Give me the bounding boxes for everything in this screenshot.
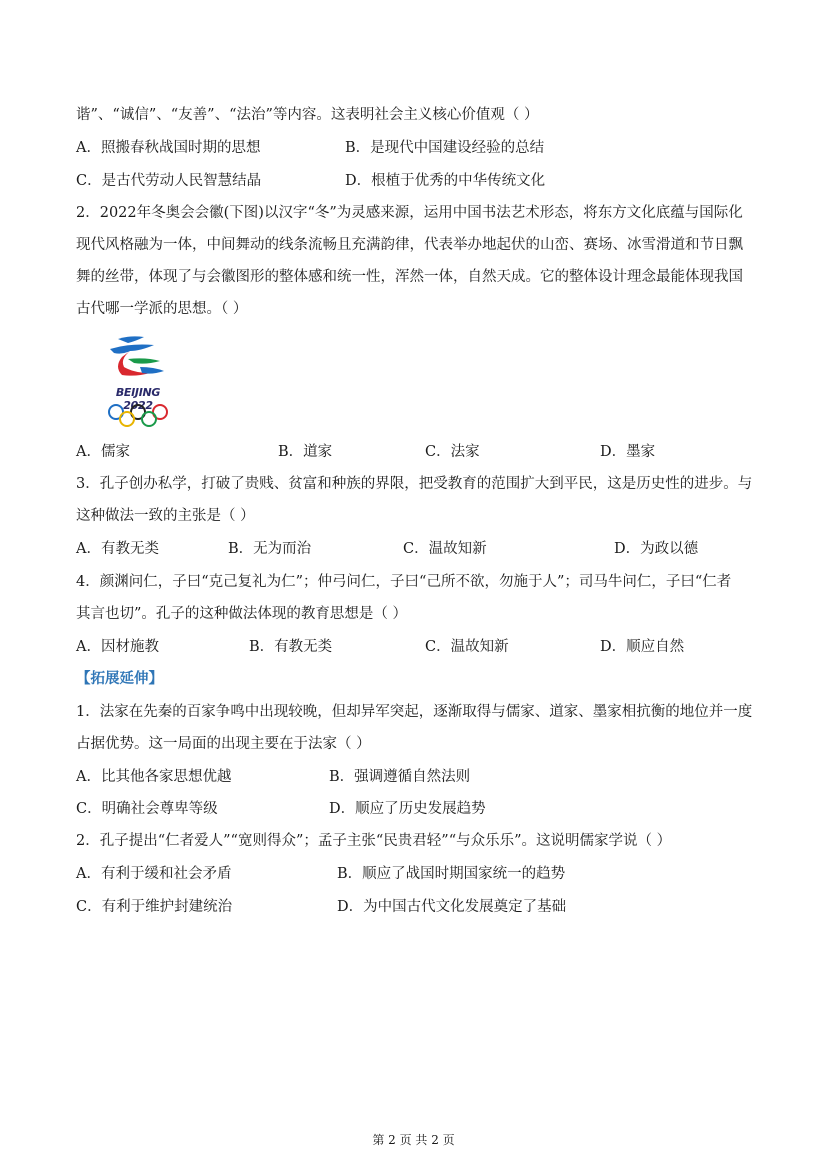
option-c: C．温故知新 [425,639,509,655]
option-b: B．有教无类 [249,639,333,655]
question-3-line: 这种做法一致的主张是（ ） [76,508,255,524]
option-a: A．因材施教 [76,639,159,655]
winter-emblem-icon [100,333,176,385]
option-a: A．照搬春秋战国时期的思想 [76,140,261,156]
option-d: D．顺应自然 [600,639,685,655]
option-a: A．有教无类 [76,541,159,557]
option-a: A．有利于缓和社会矛盾 [76,866,232,882]
logo-caption: BEIJING 2022 [115,386,161,412]
question-2-line: 2．2022年冬奥会会徽(下图)以汉字“冬”为灵感来源，运用中国书法艺术形态，将东方文化底蕴与国际化 [76,205,743,221]
section-title: 【拓展延伸】 [76,670,163,687]
option-d: D．顺应了历史发展趋势 [329,801,486,817]
question-2-line: 舞的丝带，体现了与会徽图形的整体感和统一性，浑然一体，自然天成。它的整体设计理念最能体现我国 [76,269,743,285]
option-b: B．顺应了战国时期国家统一的趋势 [337,866,566,882]
question-4-line: 其言也切”。孔子的这种做法体现的教育思想是（ ） [76,606,408,622]
question-4-line: 4．颜渊问仁，子曰“克己复礼为仁”；仲弓问仁，子曰“己所不欲，勿施于人”；司马牛问仁，子曰“仁者 [76,574,732,590]
question-2-line: 古代哪一学派的思想。（ ） [76,301,248,317]
question-3-line: 3．孔子创办私学，打破了贵贱、贫富和种族的界限，把受教育的范围扩大到平民，这是历史性的进步。与 [76,476,753,492]
option-d: D．墨家 [600,444,656,460]
option-d: D．为政以德 [614,541,699,557]
beijing-2022-logo [100,333,176,427]
option-c: C．是古代劳动人民智慧结晶 [76,173,262,189]
question-text: 谐”、“诚信”、“友善”、“法治”等内容。这表明社会主义核心价值观（ ） [76,107,539,123]
option-b: B．道家 [278,444,333,460]
option-b: B．无为而治 [228,541,312,557]
question-2-line: 现代风格融为一体，中间舞动的线条流畅且充满韵律，代表举办地起伏的山峦、赛场、冰雪滑道和节日飘 [76,237,743,253]
extension-2-line: 2．孔子提出“仁者爱人”“宽则得众”；孟子主张“民贵君轻”“与众乐乐”。这说明儒家学说（ ） [76,833,672,849]
option-c: C．法家 [425,444,480,460]
page-footer: 第 2 页 共 2 页 [372,1133,455,1147]
option-a: A．比其他各家思想优越 [76,769,232,785]
extension-1-line: 占据优势。这一局面的出现主要在于法家（ ） [76,736,371,752]
option-d: D．根植于优秀的中华传统文化 [345,173,546,189]
option-c: C．温故知新 [403,541,487,557]
option-d: D．为中国古代文化发展奠定了基础 [337,899,567,915]
extension-1-line: 1．法家在先秦的百家争鸣中出现较晚，但却异军突起，逐渐取得与儒家、道家、墨家相抗衡的地位并一度 [76,704,753,720]
option-c: C．有利于维护封建统治 [76,899,233,915]
olympic-rings-icon [106,403,170,427]
option-c: C．明确社会尊卑等级 [76,801,218,817]
option-b: B．强调遵循自然法则 [329,769,471,785]
option-b: B．是现代中国建设经验的总结 [345,140,545,156]
option-a: A．儒家 [76,444,130,460]
